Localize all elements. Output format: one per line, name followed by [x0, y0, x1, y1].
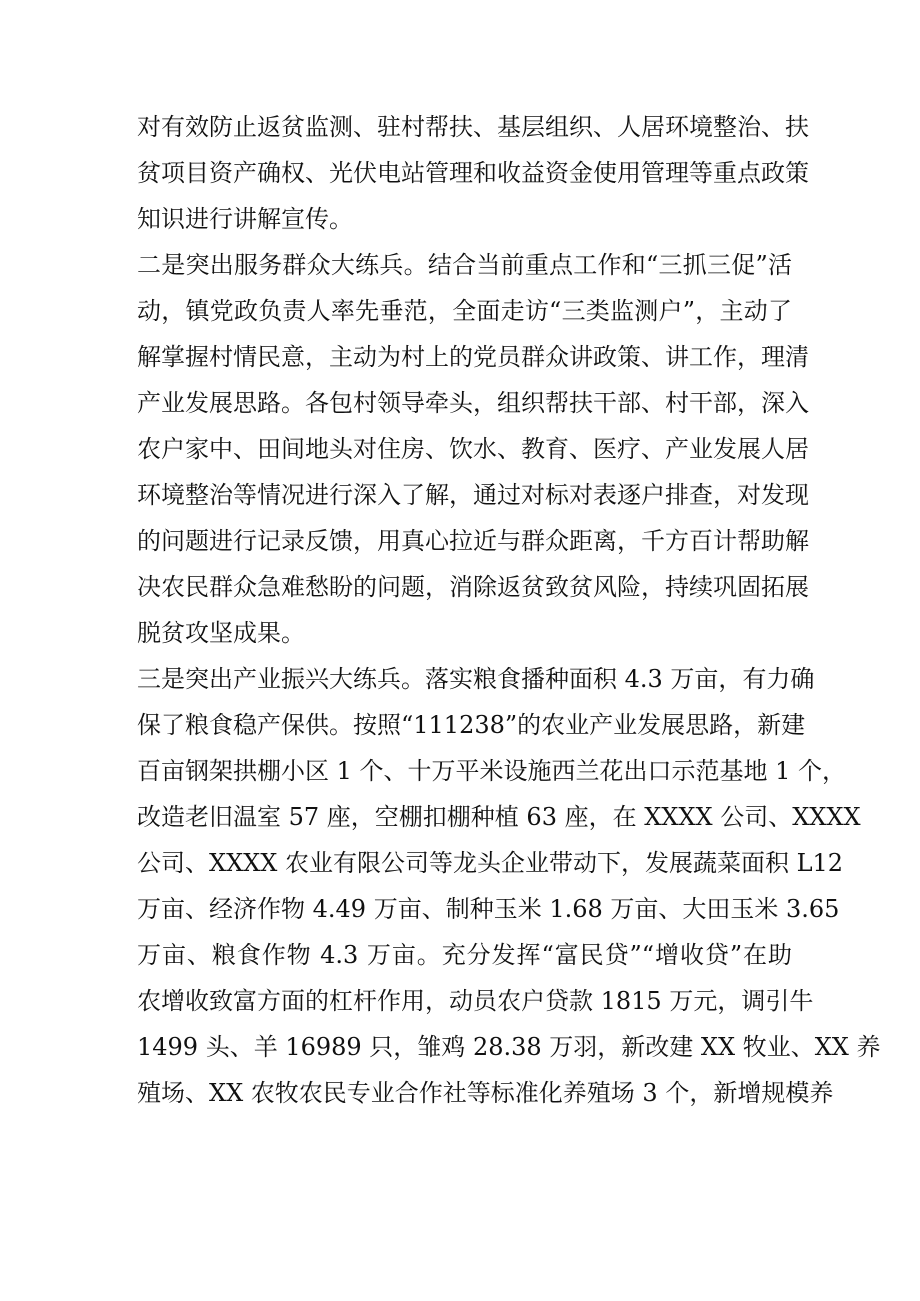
text-line: 动，镇党政负责人率先垂范，全面走访“三类监测户”，主动了	[137, 297, 792, 325]
text-line: 决农民群众急难愁盼的问题，消除返贫致贫风险，持续巩固拓展	[137, 573, 809, 601]
text-line: 农增收致富方面的杠杆作用，动员农户贷款 1815 万元，调引牛	[137, 987, 814, 1015]
text-line: 知识进行讲解宣传。	[137, 205, 353, 233]
paragraph-policy-knowledge	[137, 104, 809, 242]
text-line: 殖场、XX 农牧农民专业合作社等标准化养殖场 3 个，新增规模养	[137, 1079, 834, 1107]
text-line: 贫项目资产确权、光伏电站管理和收益资金使用管理等重点政策	[137, 159, 809, 187]
text-line: 保了粮食稳产保供。按照“111238”的农业产业发展思路，新建	[137, 711, 806, 739]
text-line: 公司、XXXX 农业有限公司等龙头企业带动下，发展蔬菜面积 L12	[137, 849, 844, 877]
text-line: 万亩、粮食作物 4.3 万亩。充分发挥“富民贷”“增收贷”在助	[137, 941, 792, 969]
text-line: 产业发展思路。各包村领导牵头，组织帮扶干部、村干部，深入	[137, 389, 809, 417]
text-line: 改造老旧温室 57 座，空棚扣棚种植 63 座，在 XXXX 公司、XXXX	[137, 803, 861, 831]
text-line: 解掌握村情民意，主动为村上的党员群众讲政策、讲工作，理清	[137, 343, 809, 371]
text-line: 百亩钢架拱棚小区 1 个、十万平米设施西兰花出口示范基地 1 个，	[137, 757, 847, 785]
text-line: 二是突出服务群众大练兵。结合当前重点工作和“三抓三促”活	[137, 251, 792, 279]
text-line: 农户家中、田间地头对住房、饮水、教育、医疗、产业发展人居	[137, 435, 809, 463]
text-line: 对有效防止返贫监测、驻村帮扶、基层组织、人居环境整治、扶	[137, 113, 809, 141]
paragraph-serve-masses	[137, 242, 809, 656]
document-body	[137, 104, 881, 1116]
text-line: 三是突出产业振兴大练兵。落实粮食播种面积 4.3 万亩，有力确	[137, 665, 815, 693]
text-line: 万亩、经济作物 4.49 万亩、制种玉米 1.68 万亩、大田玉米 3.65	[137, 895, 840, 923]
text-line: 的问题进行记录反馈，用真心拉近与群众距离，千方百计帮助解	[137, 527, 809, 555]
text-line: 脱贫攻坚成果。	[137, 619, 305, 647]
paragraph-industry-revitalization	[137, 656, 881, 1116]
text-line: 环境整治等情况进行深入了解，通过对标对表逐户排查，对发现	[137, 481, 809, 509]
text-line: 1499 头、羊 16989 只，雏鸡 28.38 万羽，新改建 XX 牧业、XX 养	[137, 1033, 881, 1061]
